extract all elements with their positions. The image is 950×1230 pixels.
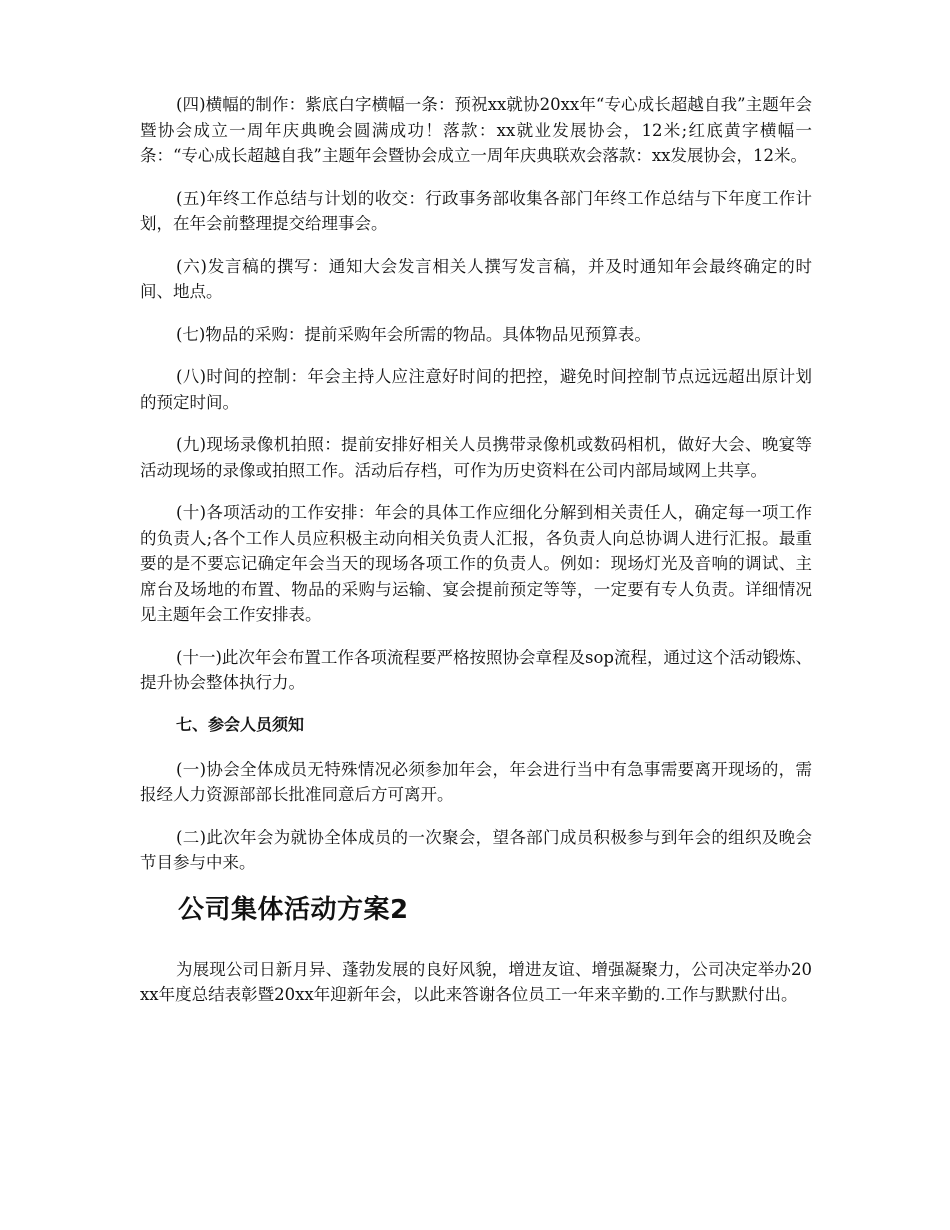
paragraph-summary-collection: (五)年终工作总结与计划的收交：行政事务部收集各部门年终工作总结与下年度工作计划，在年会前整理提交给理事会。 xyxy=(140,188,812,233)
paragraph-time-control: (八)时间的控制：年会主持人应注意好时间的把控，避免时间控制节点远远超出原计划的预定时间。 xyxy=(140,367,812,412)
paragraph-task-assignment: (十)各项活动的工作安排：年会的具体工作应细化分解到相关责任人，确定每一项工作的负责人;各个工作人员应积极主动向相关负责人汇报，各负责人向总协调人进行汇报。最重要的是不要忘记确定年会当天的现场各项工作的负责人。例如：现场灯光及音响的调试、主席台及场地的布置、物品的采购与运输、宴会提前预定等等，一定要有专人负责。详细情况见主题年会工作安排表。 xyxy=(140,503,812,624)
paragraph-video-photo: (九)现场录像机拍照：提前安排好相关人员携带录像机或数码相机，做好大会、晚宴等活动现场的录像或拍照工作。活动后存档，可作为历史资料在公司内部局域网上共享。 xyxy=(140,435,812,480)
section-heading: 七、参会人员须知 xyxy=(176,714,305,734)
document-page xyxy=(140,92,812,1025)
paragraph-intro: 为展现公司日新月异、蓬勃发展的良好风貌，增进友谊、增强凝聚力，公司决定举办20xx年度总结表彰暨20xx年迎新年会，以此来答谢各位员工一年来辛勤的.工作与默默付出。 xyxy=(140,959,812,1004)
paragraph-participation: (二)此次年会为就协全体成员的一次聚会，望各部门成员积极参与到年会的组织及晚会节目参与中来。 xyxy=(140,827,812,872)
paragraph-speech-drafting: (六)发言稿的撰写：通知大会发言相关人撰写发言稿，并及时通知年会最终确定的时间、地点。 xyxy=(140,256,812,301)
document-title: 公司集体活动方案2 xyxy=(178,894,409,925)
paragraph-process: (十一)此次年会布置工作各项流程要严格按照协会章程及sop流程，通过这个活动锻炼、提升协会整体执行力。 xyxy=(140,647,812,692)
paragraph-banner: (四)横幅的制作：紫底白字横幅一条：预祝xx就协20xx年“专心成长超越自我”主题年会暨协会成立一周年庆典晚会圆满成功！落款：xx就业发展协会，12米;红底黄字横幅一条：“专心成长超越自我”主题年会暨协会成立一周年庆典联欢会落款：xx发展协会，12米。 xyxy=(140,95,812,165)
paragraph-procurement: (七)物品的采购：提前采购年会所需的物品。具体物品见预算表。 xyxy=(176,324,651,344)
paragraph-attendance: (一)协会全体成员无特殊情况必须参加年会，年会进行当中有急事需要离开现场的，需报经人力资源部部长批准同意后方可离开。 xyxy=(140,759,812,804)
